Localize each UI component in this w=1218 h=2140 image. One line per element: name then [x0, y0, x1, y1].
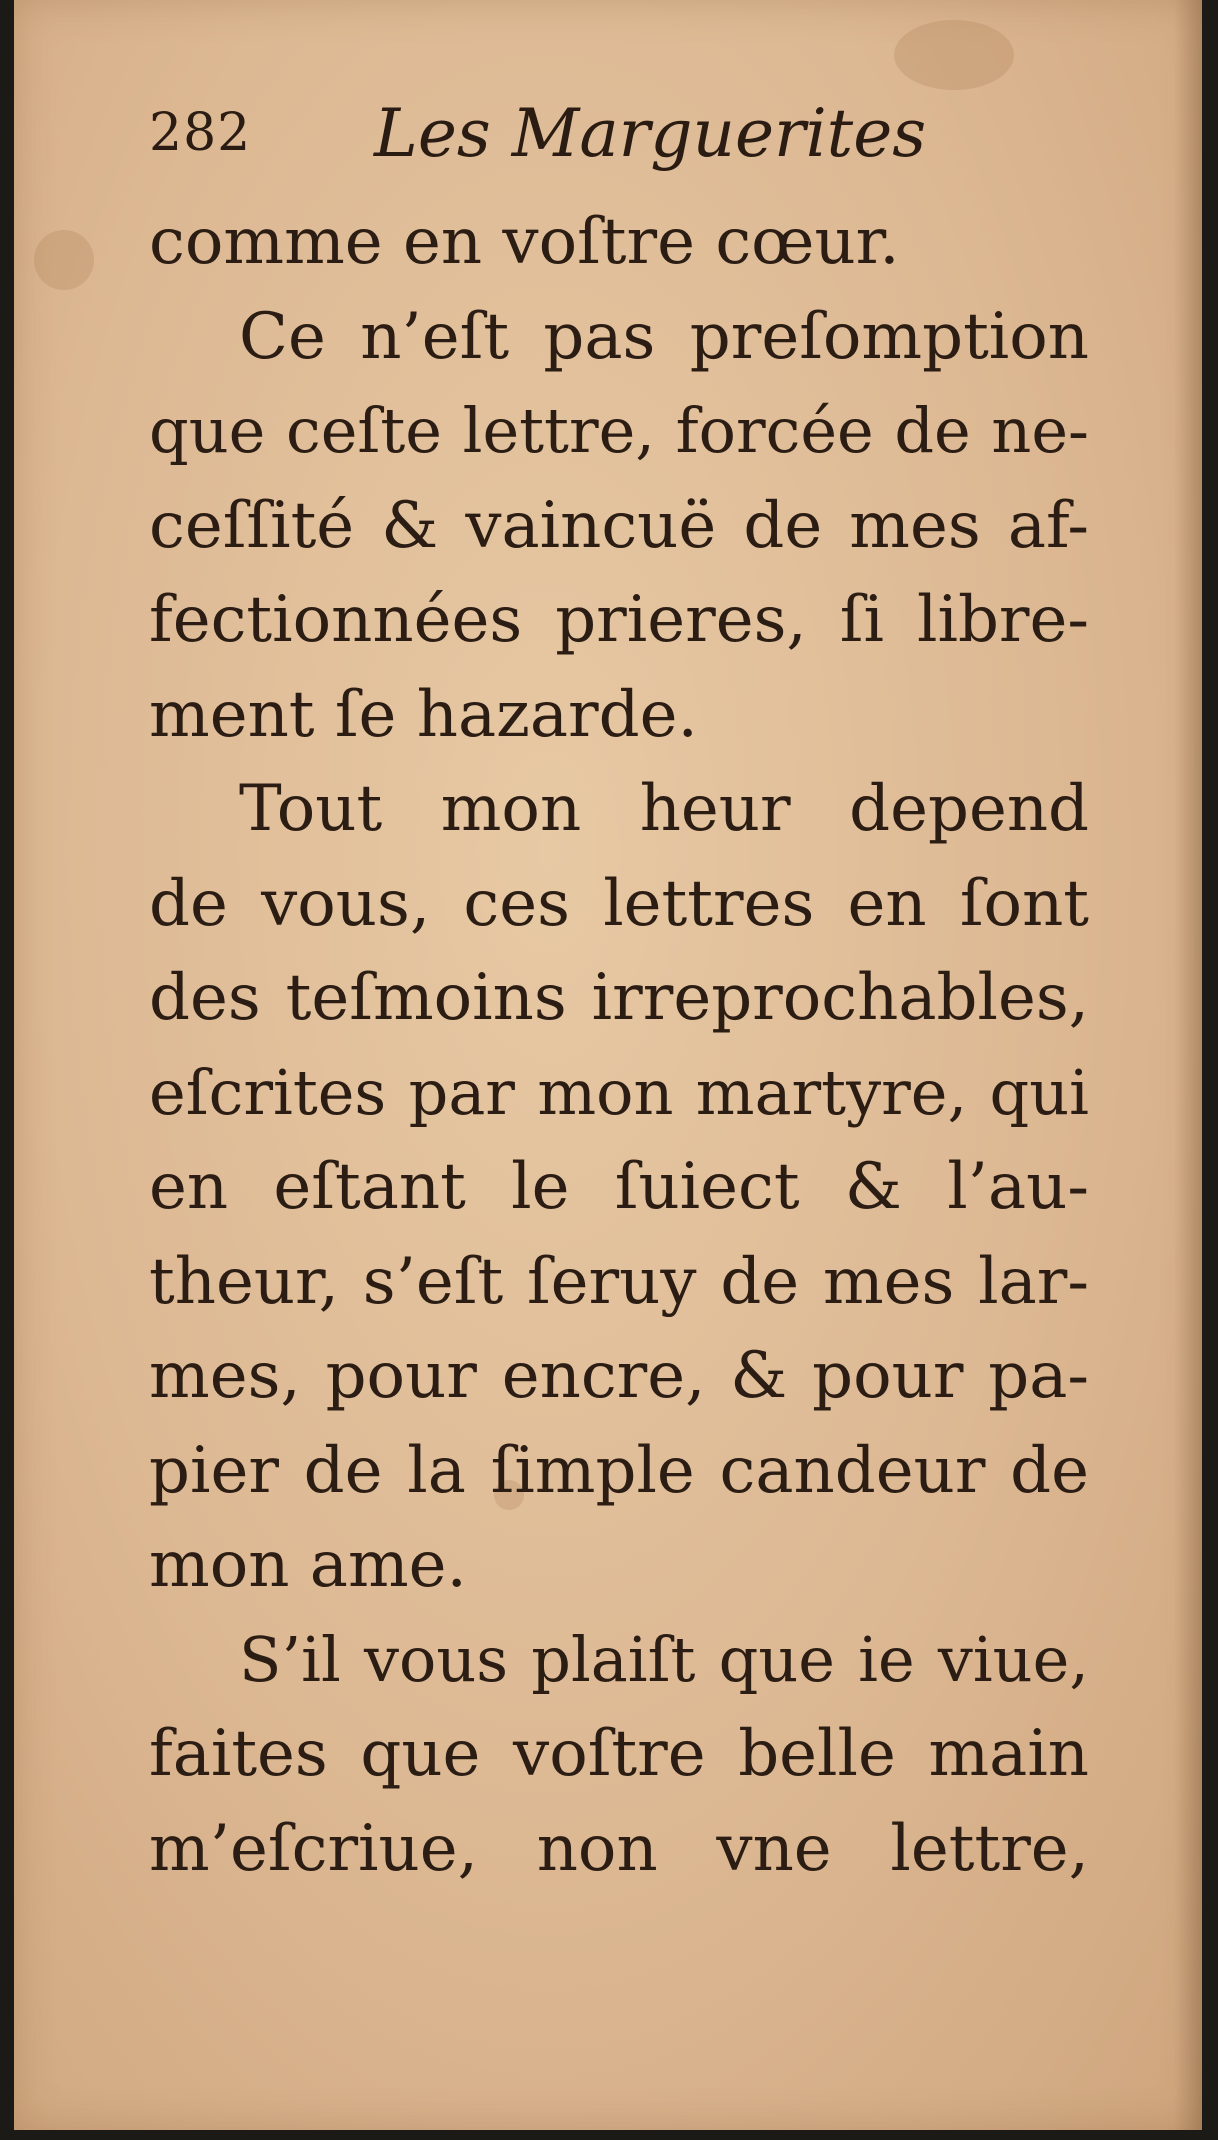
page-header: [149, 95, 927, 185]
paper-stain: [34, 230, 94, 290]
spine-shadow: [1174, 0, 1202, 2130]
text-line: ceſſité & vaincuë de mes af-: [149, 488, 1089, 563]
paper-stain: [894, 20, 1014, 90]
page-number: 282: [149, 103, 252, 163]
text-line: S’il vous plaiſt que ie viue,: [239, 1622, 1089, 1696]
running-title: Les Marguerites: [374, 95, 927, 172]
book-page: [14, 0, 1202, 2130]
text-line: pier de la ſimple candeur de: [149, 1433, 1089, 1508]
text-line: de vous, ces lettres en ſont: [149, 866, 1089, 941]
text-line: comme en voſtre cœur.: [149, 205, 900, 279]
text-line: m’eſcriue, non vne lettre,: [149, 1811, 1089, 1886]
text-line: eſcrites par mon martyre, qui: [149, 1055, 1089, 1129]
body-text: [149, 195, 1089, 1896]
text-line: que ceſte lettre, forcée de ne-: [149, 394, 1089, 467]
text-line: des teſmoins irreprochables,: [149, 961, 1089, 1035]
text-line: Tout mon heur depend: [239, 772, 1089, 846]
text-line: ment ſe hazarde.: [149, 677, 698, 752]
text-line: en eſtant le ſuiect & l’au-: [149, 1150, 1089, 1224]
text-line: faites que voſtre belle main: [149, 1717, 1089, 1791]
text-line: theur, s’eſt ſeruy de mes lar-: [149, 1244, 1089, 1319]
text-line: fectionnées prieres, ſi libre-: [149, 583, 1089, 657]
text-line: mes, pour encre, & pour pa-: [149, 1339, 1089, 1413]
text-line: mon ame.: [149, 1528, 467, 1602]
text-line: Ce n’eſt pas preſomption: [239, 299, 1089, 374]
